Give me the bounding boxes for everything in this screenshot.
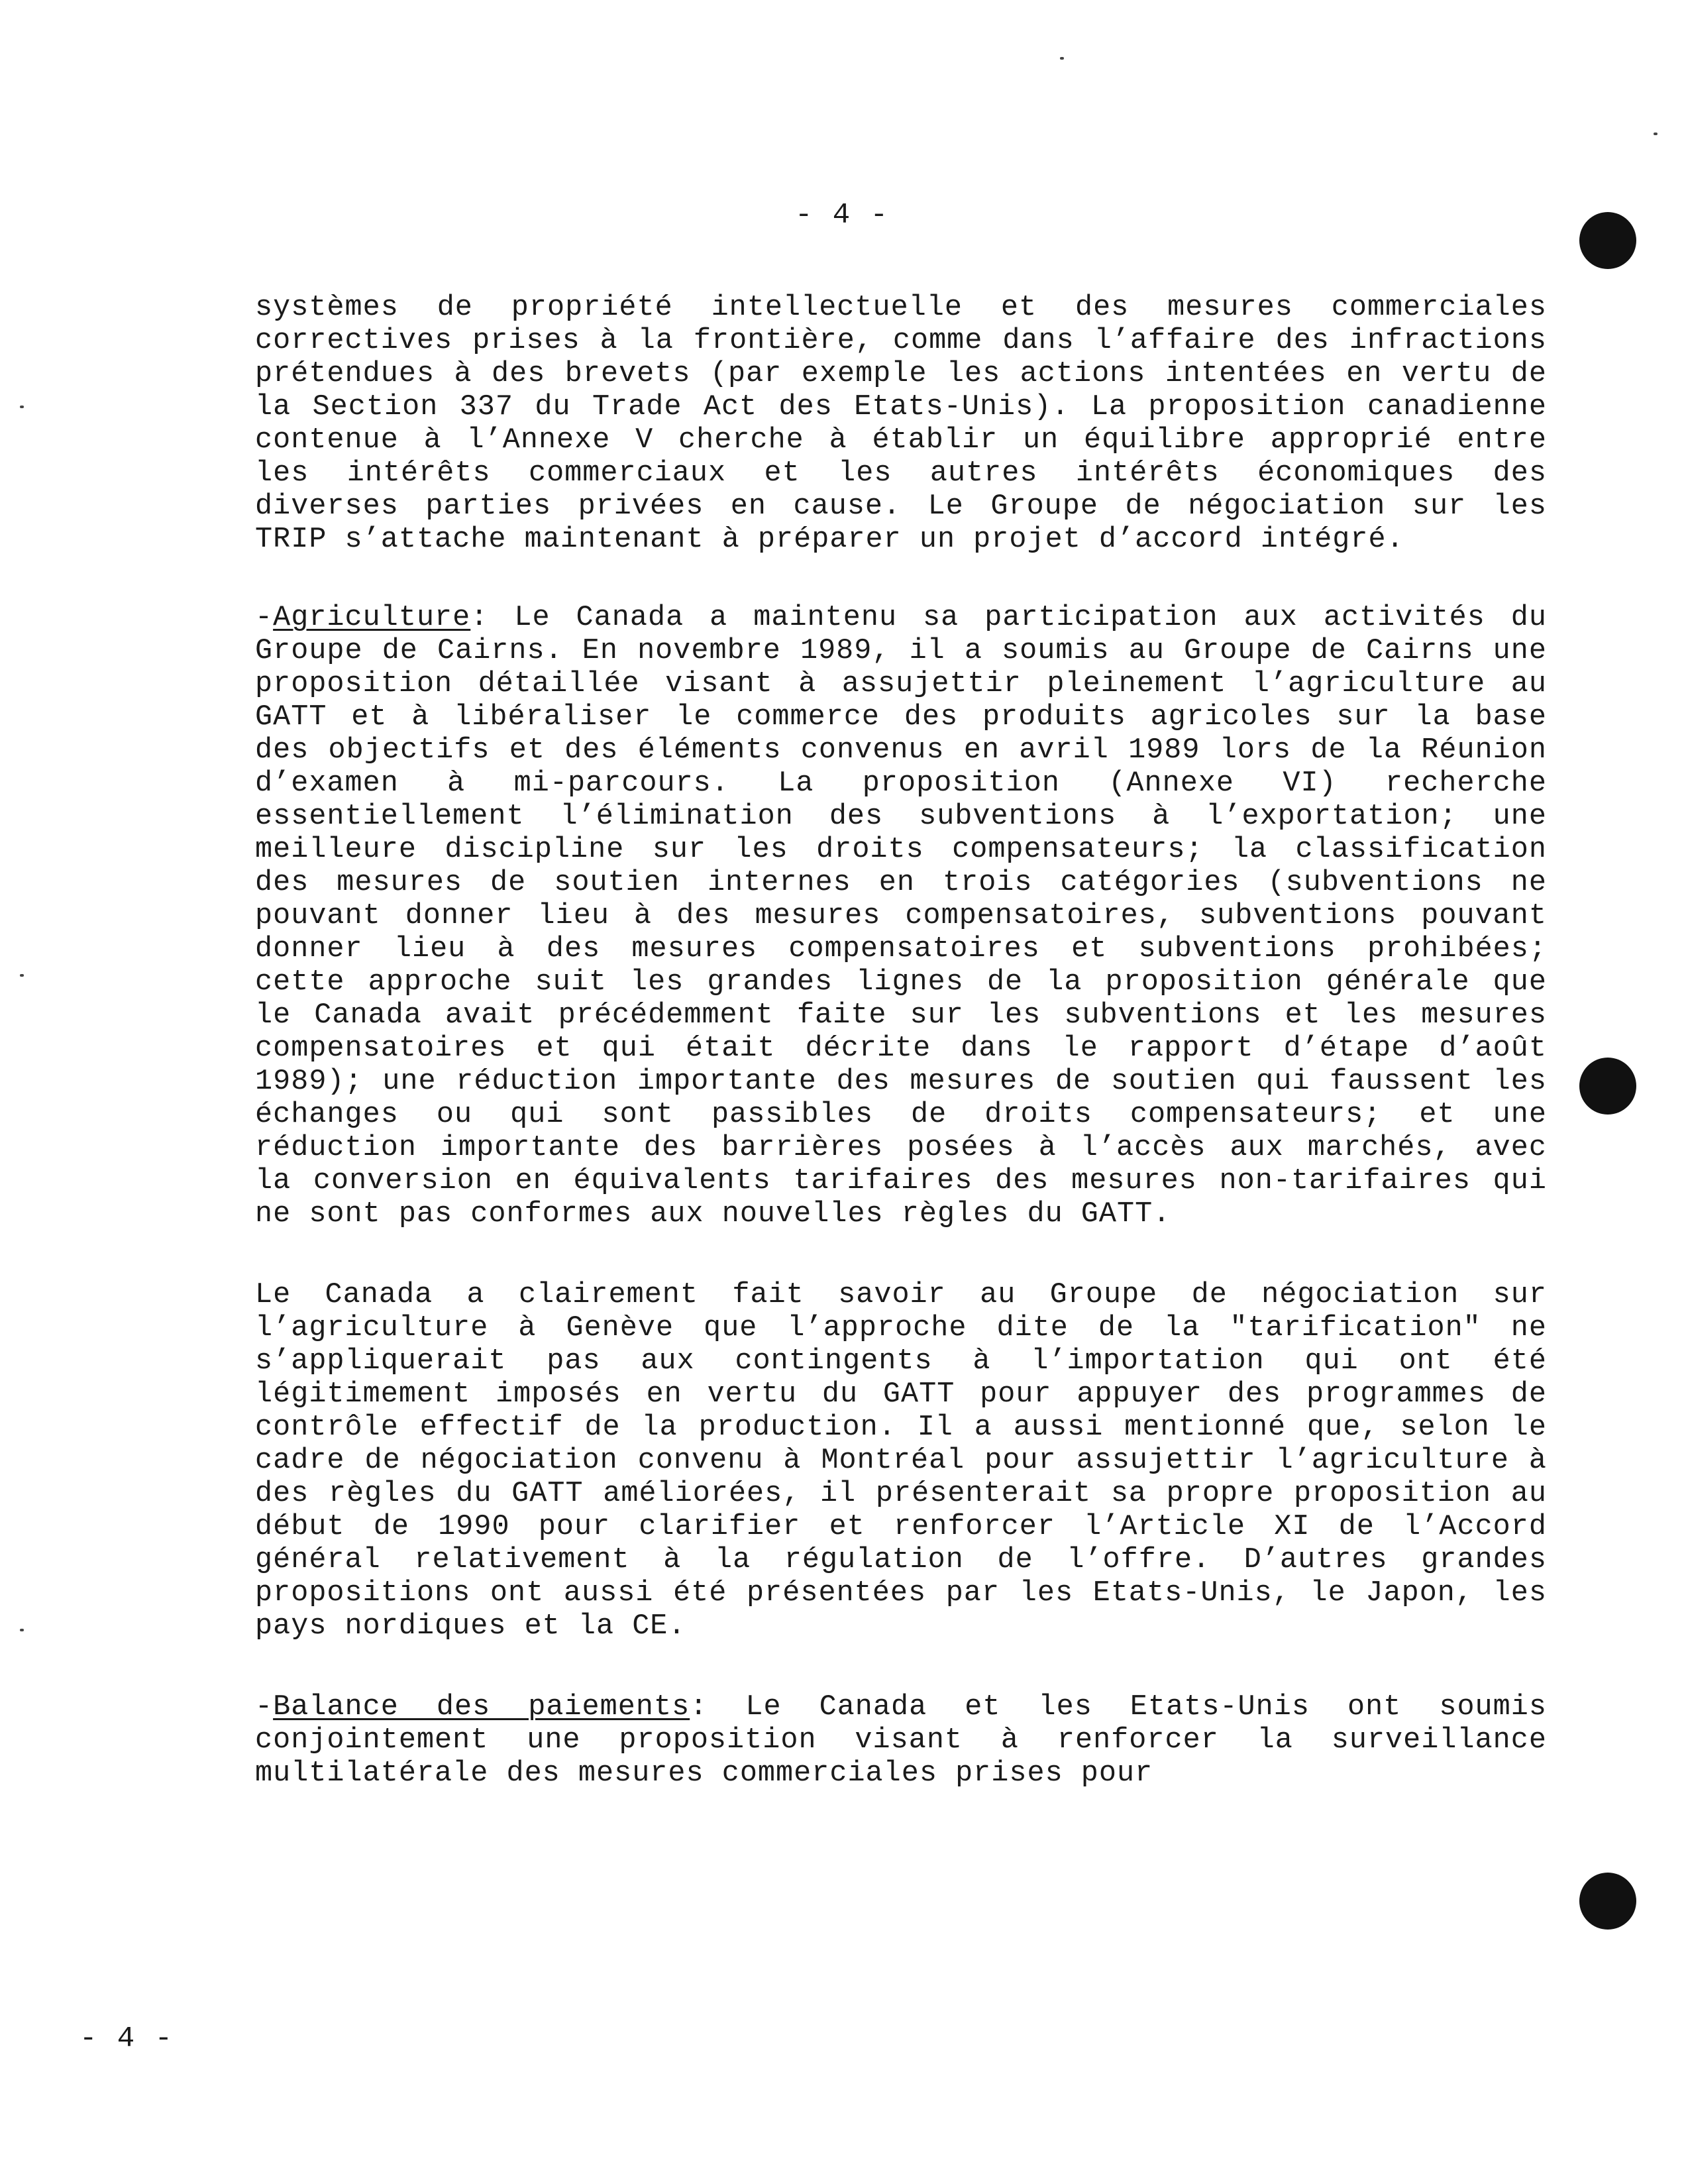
document-body: [255, 292, 1547, 1838]
heading-dash: -: [255, 1691, 274, 1723]
balance-text: Le Canada et les Etats-Unis ont soumis conjointement une proposition visant à renforcer la surveillance multilatérale des mesures commerciales prises pour: [255, 1691, 1547, 1790]
paragraph-tarification: Le Canada a clairement fait savoir au Groupe de négociation sur l’agriculture à Genève que l’approche dite de la "tarification" ne s’appliquerait pas aux contingents à l’importation qui ont été légitimement imposés en vertu du GATT pour appuyer des programmes de contrôle effectif de la production. Il a aussi mentionné que, selon le cadre de négociation convenu à Montréal pour assujettir l’agriculture à des règles du GATT améliorées, il présenterait sa propre proposition au début de 1990 pour clarifier et renforcer l’Article XI de l’Accord général relativement à la régulation de l’offre. D’autres grandes propositions ont aussi été présentées par les Etats-Unis, le Japon, les pays nordiques et la CE.: [255, 1279, 1547, 1643]
heading-agriculture: Agriculture: [273, 602, 471, 634]
paragraph-trip: systèmes de propriété intellectuelle et des mesures commerciales correctives prises à la frontière, comme dans l’affaire des infractions prétendues à des brevets (par exemple les actions intentées en vertu de la Section 337 du Trade Act des Etats-Unis). La proposition canadienne contenue à l’Annexe V cherche à établir un équilibre approprié entre les intérêts commerciaux et les autres intérêts économiques des diverses parties privées en cause. Le Groupe de négociation sur les TRIP s’attache maintenant à préparer un projet d’accord intégré.: [255, 292, 1547, 556]
heading-colon: :: [470, 602, 489, 634]
agriculture-text: Le Canada a maintenu sa participation aux activités du Groupe de Cairns. En novembre 1989, il a soumis au Groupe de Cairns une proposition détaillée visant à assujettir pleinement l’agriculture au GATT et à libéraliser le commerce des produits agricoles sur la base des objectifs et des éléments convenus en avril 1989 lors de la Réunion d’examen à mi-parcours. La proposition (Annexe VI) recherche essentiellement l’élimination des subventions à l’exportation; une meilleure discipline sur les droits compensateurs; la classification des mesures de soutien internes en trois catégories (subventions ne pouvant donner lieu à des mesures compensatoires, subventions pouvant donner lieu à des mesures compensatoires et subventions prohibées; cette approche suit les grandes lignes de la proposition générale que le Canada avait précédemment faite sur les subventions et les mesures compensatoires et qui était décrite dans le rapport d’étape d’août 1989); une réduction importante des mesures de soutien qui faussent les échanges ou qui sont passibles de droits compensateurs; et une réduction importante des barrières posées à l’accès aux marchés, avec la conversion en équivalents tarifaires des mesures non-tarifaires qui ne sont pas conformes aux nouvelles règles du GATT.: [255, 602, 1547, 1230]
page-number-bottom: - 4 -: [79, 2022, 174, 2055]
scan-speck: [20, 1629, 24, 1631]
heading-dash: -: [255, 602, 274, 634]
scan-speck: [20, 406, 24, 408]
paragraph-balance: [255, 1691, 1547, 1790]
hole-punch-middle: [1579, 1058, 1636, 1115]
heading-colon: :: [690, 1691, 708, 1723]
heading-balance-paiements: Balance des paiements: [273, 1691, 690, 1723]
hole-punch-top: [1579, 212, 1636, 269]
paragraph-agriculture: [255, 602, 1547, 1231]
scan-speck: [20, 974, 24, 977]
scan-speck: [1060, 57, 1064, 60]
page-number-top: - 4 -: [794, 199, 890, 232]
scan-speck: [1654, 133, 1658, 135]
hole-punch-bottom: [1579, 1873, 1636, 1930]
